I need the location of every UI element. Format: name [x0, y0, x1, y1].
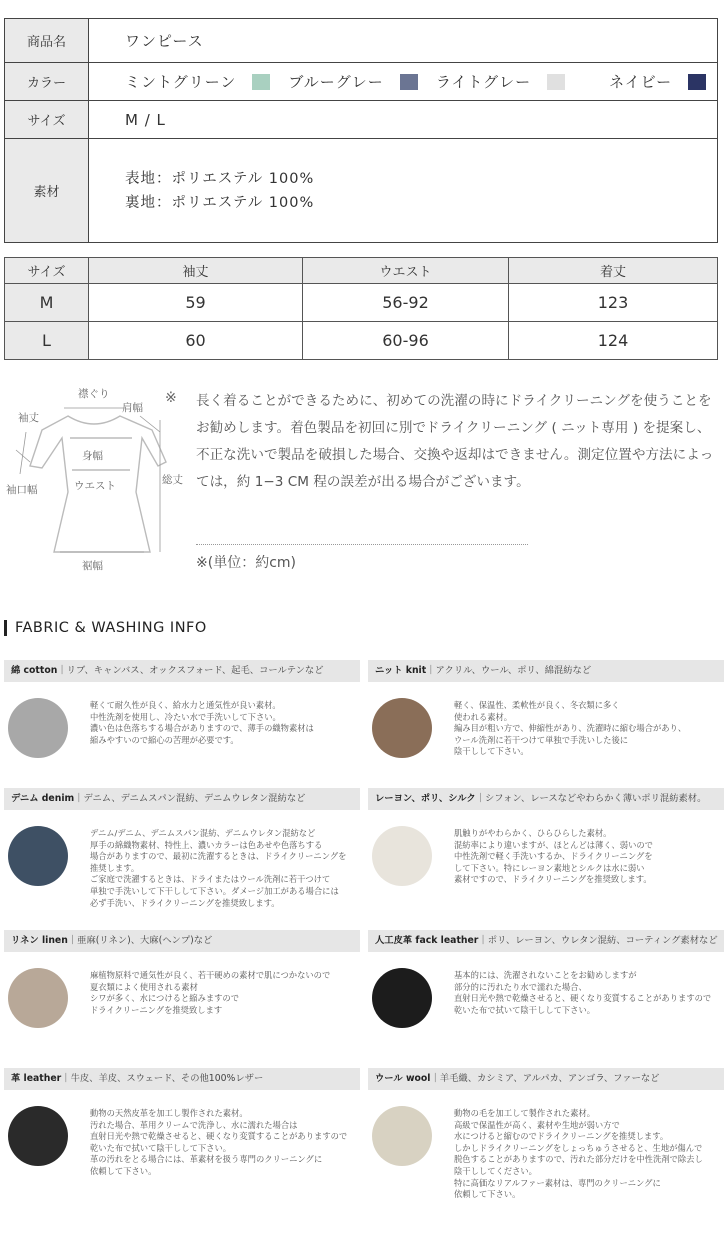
fabric-desc-line: 依頼して下さい。 — [454, 1189, 521, 1200]
fabric-desc-line: デニム/デニム、デニムスパン混紡、デニムウレタン混紡など — [90, 828, 316, 838]
fabric-desc-line: 混紡率により違いますが、ほとんどは薄く、弱いので — [454, 839, 653, 850]
sleeve-cell: 60 — [89, 322, 303, 360]
size-label: サイズ — [5, 101, 89, 139]
name-value: ワンピース — [89, 19, 718, 63]
fabric-header — [4, 660, 360, 682]
color-list — [89, 63, 718, 101]
collar-label: 襟ぐり — [78, 388, 110, 400]
total-length-label: 総丈 — [162, 474, 183, 486]
size-header: サイズ — [5, 258, 89, 284]
waist-label: ウエスト — [74, 480, 116, 492]
fabric-swatch — [8, 968, 68, 1028]
fabric-swatch — [372, 826, 432, 886]
unit-note: ※(単位：約cm) — [196, 555, 296, 571]
color-swatch — [547, 74, 565, 90]
fabric-desc-line: 陰干しして下さい。 — [454, 746, 529, 757]
fabric-description — [90, 700, 360, 746]
fabric-name: 綿 cotton — [11, 665, 58, 676]
fabric-swatch — [372, 1106, 432, 1166]
fabric-description — [90, 1108, 360, 1178]
fabric-name: 革 leather — [11, 1073, 62, 1084]
sleeve-cell: 59 — [89, 284, 303, 322]
fabric-desc-line: 直射日光や熱で乾燥させると、硬くなり変質することがありますので — [454, 993, 712, 1004]
fabric-desc-line: 肌触りがやわらかく、ひらひらした素材。 — [454, 828, 612, 838]
size-value: M / L — [89, 101, 718, 139]
table-row — [5, 284, 718, 322]
fabric-desc-line: 場合がありますので、最初に洗濯するときは、ドライクリーニングを — [90, 851, 347, 862]
fabric-desc-line: 特に高価なリアルファー素材は、専門のクリーニングに — [454, 1177, 661, 1188]
fabric-desc-line: して下さい。特にレーヨン素地とシルクは水に弱い — [454, 862, 645, 873]
fabric-header — [4, 1068, 360, 1090]
fabric-name: 人工皮革 fack leather — [375, 935, 479, 946]
fabric-desc-line: 素材ですので、ドライクリーニングを推奨致します。 — [454, 874, 652, 885]
fabric-item — [368, 930, 724, 1015]
body-width-label: 身幅 — [82, 450, 103, 462]
fabric-desc-line: 脱色することがありますので、汚れた部分だけを中性洗剤で除去し — [454, 1154, 703, 1165]
fabric-desc-line: シワが多く、水につけると縮みますので — [90, 993, 240, 1004]
fabric-desc-line: 縮みやすいので縮心の苦理が必要です。 — [90, 734, 239, 745]
material-label: 素材 — [5, 139, 89, 243]
fabric-name: リネン linen — [11, 935, 68, 946]
fabric-desc-line: 軽くて耐久性が良く、給水力と通気性が良い素材。 — [90, 700, 281, 710]
section-title-bold: FABRIC & WASHING — [15, 620, 165, 636]
fabric-desc-line: 基本的には、洗濯されないことをお勧めしますが — [454, 970, 637, 980]
fabric-desc-line: ウール洗剤に若干つけて単独で手洗いした後に — [454, 734, 629, 745]
size-cell: M — [5, 284, 89, 322]
fabric-item — [4, 1068, 360, 1176]
fabric-swatch — [372, 698, 432, 758]
fabric-desc-line: 水につけると縮むのでドライクリーニングを推奨します。 — [454, 1131, 669, 1142]
color-name: ブルーグレー — [288, 73, 384, 91]
fabric-desc-line: しかしドライクリーニングをしょっちゅうさせると、生地が傷んで — [454, 1142, 703, 1153]
fabric-header — [368, 1068, 724, 1090]
fabric-desc-line: 濃い色は色落ちする場合がありますので、薄手の織物素材は — [90, 723, 314, 734]
material-outer: 表地：ポリエステル 100% — [125, 170, 315, 187]
fabric-item — [4, 930, 360, 1015]
fabric-header — [368, 788, 724, 810]
fabric-desc-line: 中性洗剤を使用し、冷たい水で手洗いして下さい。 — [90, 711, 281, 722]
fabric-types: ｜亜麻(リネン)、大麻(ヘンプ)など — [67, 935, 213, 946]
color-swatch — [400, 74, 418, 90]
fabric-desc-line: 動物の毛を加工して製作された素材。 — [454, 1108, 596, 1118]
fabric-name: レーヨン、ポリ、シルク — [375, 793, 476, 804]
fabric-desc-line: 依頼して下さい。 — [90, 1165, 157, 1176]
color-name: ミントグリーン — [125, 73, 237, 91]
fabric-desc-line: 乾いた布で拭いて陰干しして下さい。 — [454, 1004, 596, 1015]
spec-table — [4, 18, 718, 243]
fabric-name: ニット knit — [375, 665, 427, 676]
fabric-desc-line: ドライクリーニングを推奨致します — [90, 1004, 223, 1015]
fabric-desc-line: 革の汚れをとる場合には、革素材を扱う専門のクリーニングに — [90, 1154, 323, 1165]
fabric-swatch — [8, 1106, 68, 1166]
sleeve-label: 袖丈 — [18, 412, 39, 424]
fabric-types: ｜ポリ、レーヨン、ウレタン混紡、コーティング素材など — [478, 935, 718, 946]
length-cell: 123 — [509, 284, 718, 322]
waist-cell: 60-96 — [303, 322, 509, 360]
fabric-types: ｜牛皮、羊皮、スウェード、その他100%レザー — [61, 1073, 264, 1084]
waist-header: ウエスト — [303, 258, 509, 284]
fabric-item — [4, 660, 360, 745]
section-title-light: INFO — [164, 620, 207, 636]
fabric-types: ｜シフォン、レースなどやわらかく薄いポリ混紡素材。 — [475, 793, 707, 804]
material-lining: 裏地：ポリエステル 100% — [125, 194, 315, 211]
fabric-item — [368, 788, 724, 885]
fabric-desc-line: 単独で手洗いして下干しして下さい。ダメージ加工がある場合には — [90, 885, 339, 896]
fabric-desc-line: 乾いた布で拭いて陰干しして下さい。 — [90, 1142, 232, 1153]
fabric-swatch — [8, 698, 68, 758]
color-name: ライトグレー — [435, 73, 532, 91]
divider — [196, 544, 528, 545]
fabric-desc-line: 厚手の綿織物素材、特性上、濃いカラーは色あせや色落ちする — [90, 839, 323, 850]
fabric-desc-line: 汚れた場合、革用クリームで洗浄し、水に濡れた場合は — [90, 1119, 298, 1130]
fabric-header — [4, 930, 360, 952]
shoulder-label: 肩幅 — [122, 402, 143, 414]
care-note: 長く着ることができるために、初めての洗濯の時にドライクリーニングを使うことをお勧めします。着色製品を初回に別でドライクリーニング ( ニット専用 ) を提案し、不正な洗いで製品を破損した場合、交換や返却はできません。測定位置や方法によっては，約 1−3 CM 程の誤差が出る場合がございます。 — [196, 393, 714, 490]
fabric-desc-line: 陰干ししてください。 — [454, 1165, 537, 1176]
fabric-description — [90, 828, 360, 909]
fabric-desc-line: ご家庭で洗濯するときは、ドライまたはウール洗剤に若干つけて — [90, 874, 331, 885]
fabric-desc-line: 麻植物原料で通気性が良く、若干硬めの素材で肌につかないので — [90, 970, 331, 980]
fabric-description — [454, 828, 724, 886]
length-header: 着丈 — [509, 258, 718, 284]
fabric-swatch — [372, 968, 432, 1028]
fabric-description — [454, 700, 724, 758]
fabric-desc-line: 高級で保温性が高く、素材や生地が弱い方で — [454, 1119, 620, 1130]
name-label: 商品名 — [5, 19, 89, 63]
color-name: ネイビー — [609, 73, 673, 91]
color-swatch — [688, 74, 706, 90]
fabric-item — [368, 660, 724, 757]
fabric-header — [368, 660, 724, 682]
fabric-description — [454, 1108, 724, 1201]
fabric-desc-line: 推奨します。 — [90, 862, 140, 873]
fabric-desc-line: 直射日光や熱で乾燥させると、硬くなり変質することがありますので — [90, 1131, 348, 1142]
waist-cell: 56-92 — [303, 284, 509, 322]
fabric-desc-line: 必ず手洗い、ドライクリーニングを推奨致します。 — [90, 897, 280, 908]
color-label: カラー — [5, 63, 89, 101]
fabric-header — [368, 930, 724, 952]
fabric-desc-line: 動物の天然皮革を加工し製作された素材。 — [90, 1108, 248, 1118]
fabric-types: ｜リブ、キャンバス、オックスフォード、起毛、コールテンなど — [57, 665, 324, 676]
color-swatch — [252, 74, 270, 90]
fabric-desc-line: 編み目が粗い方で、伸縮性があり、洗濯時に縮む場合があり、 — [454, 723, 687, 734]
note-mark: ※ — [165, 390, 177, 406]
fabric-types: ｜羊毛織、カシミア、アルパカ、アンゴラ、ファーなど — [430, 1073, 660, 1084]
fabric-types: ｜アクリル、ウール、ポリ、綿混紡など — [426, 665, 592, 676]
fabric-description — [90, 970, 360, 1016]
material-value — [89, 139, 718, 243]
fabric-name: デニム denim — [11, 793, 75, 804]
cuff-label: 袖口幅 — [6, 484, 38, 496]
fabric-desc-line: 中性洗剤で軽く手洗いするか、ドライクリーニングを — [454, 851, 653, 862]
fabric-desc-line: 軽く、保温性、柔軟性が良く、冬衣類に多く — [454, 700, 620, 710]
sleeve-header: 袖丈 — [89, 258, 303, 284]
section-title — [4, 620, 207, 636]
fabric-item — [368, 1068, 724, 1200]
length-cell: 124 — [509, 322, 718, 360]
fabric-desc-line: 使われる素材。 — [454, 711, 513, 722]
fabric-types: ｜デニム、デニムスパン混紡、デニムウレタン混紡など — [74, 793, 306, 804]
size-cell: L — [5, 322, 89, 360]
fabric-swatch — [8, 826, 68, 886]
fabric-desc-line: 夏衣類によく使用される素材 — [90, 981, 198, 992]
table-row — [5, 322, 718, 360]
hem-label: 裾幅 — [82, 560, 103, 572]
fabric-description — [454, 970, 724, 1016]
measurement-diagram — [2, 380, 188, 580]
fabric-item — [4, 788, 360, 908]
fabric-header — [4, 788, 360, 810]
size-table — [4, 257, 718, 360]
fabric-name: ウール wool — [375, 1073, 431, 1084]
fabric-desc-line: 部分的に汚れたり水で濡れた場合、 — [454, 981, 587, 992]
